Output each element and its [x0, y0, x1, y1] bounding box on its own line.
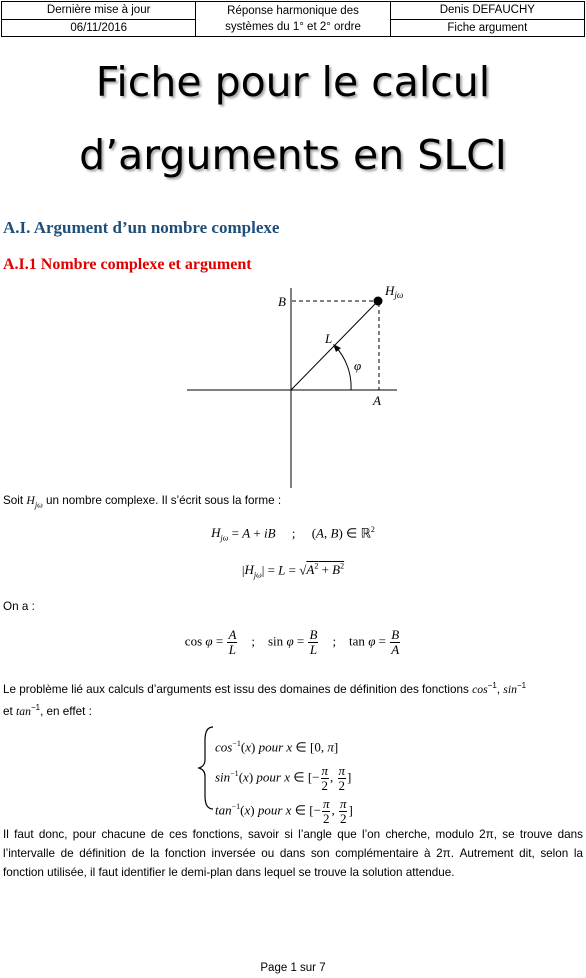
conclusion-paragraph: Il faut donc, pour chacune de ces fonctions, savoir si l’angle que l’on cherche, modulo 2π, se trouve dans l’intervalle de définition de la fonction inversée ou dans son complémentaire à 2π. Autrement dit, selon la fonction utilisée, il faut identifier le demi-plan dans lequel se trouve la solution attendue. — [3, 828, 583, 879]
domain-sin: $\sin^{-1}(x)$ pour x ∈ [− $\frac{\pi}{2}$ , $\frac{\pi}{2}$ ] — [215, 763, 352, 794]
author-cell: Denis DEFAUCHY — [390, 2, 584, 20]
intro-paragraph: Soit $H_{j\omega}$ un nombre complexe. Il s’écrit sous la forme : — [3, 494, 282, 510]
page-number: Page 1 sur 7 — [260, 962, 326, 974]
label-b: B — [278, 294, 286, 309]
equation-trig: cos φ = $\frac{A}{L}$ ; sin φ = $\frac{B}{L}$ ; tan φ = $\frac{B}{A}$ — [184, 627, 400, 657]
topic-line1: Réponse harmonique des — [227, 5, 359, 17]
doc-type-cell: Fiche argument — [390, 19, 584, 37]
label-l: L — [325, 331, 333, 346]
page-title-line2: d’arguments en SLCI — [79, 131, 507, 179]
label-a: A — [373, 393, 381, 408]
label-h: $H_{j\omega}$ — [385, 283, 404, 300]
domain-tan: $\tan^{-1}(x)$ pour x ∈ [− $\frac{\pi}{2}$ , $\frac{\pi}{2}$ ] — [215, 796, 353, 827]
equation-modulus: $|H_{j\omega}| = L = √A^2 + B^2$ — [241, 562, 345, 580]
problem-paragraph: Le problème lié aux calculs d’arguments est issu des domaines de définition des fonctions $\cos^{-1}$, $\sin^{-1}$ et $\tan^{-1}$, en effet : — [3, 681, 527, 718]
page-title-line1: Fiche pour le calcul — [95, 58, 491, 106]
last-update-label: Dernière mise à jour — [2, 2, 196, 20]
update-date: 06/11/2016 — [2, 19, 196, 37]
on-a-label: On a : — [3, 600, 35, 613]
topic-line2: systèmes du 1° et 2° ordre — [225, 21, 361, 33]
subsection-heading: A.I.1 Nombre complexe et argument — [3, 256, 252, 273]
section-heading: A.I. Argument d’un nombre complexe — [3, 218, 280, 237]
equation-form: $H_{j\omega} = A$ + iB ; (A, B) ∈ ℝ$^2$ — [211, 525, 375, 543]
label-phi: φ — [354, 358, 362, 373]
domain-system — [215, 730, 353, 826]
domain-cos: $\cos^{-1}(x)$ pour x ∈ [0, π] — [215, 739, 339, 755]
